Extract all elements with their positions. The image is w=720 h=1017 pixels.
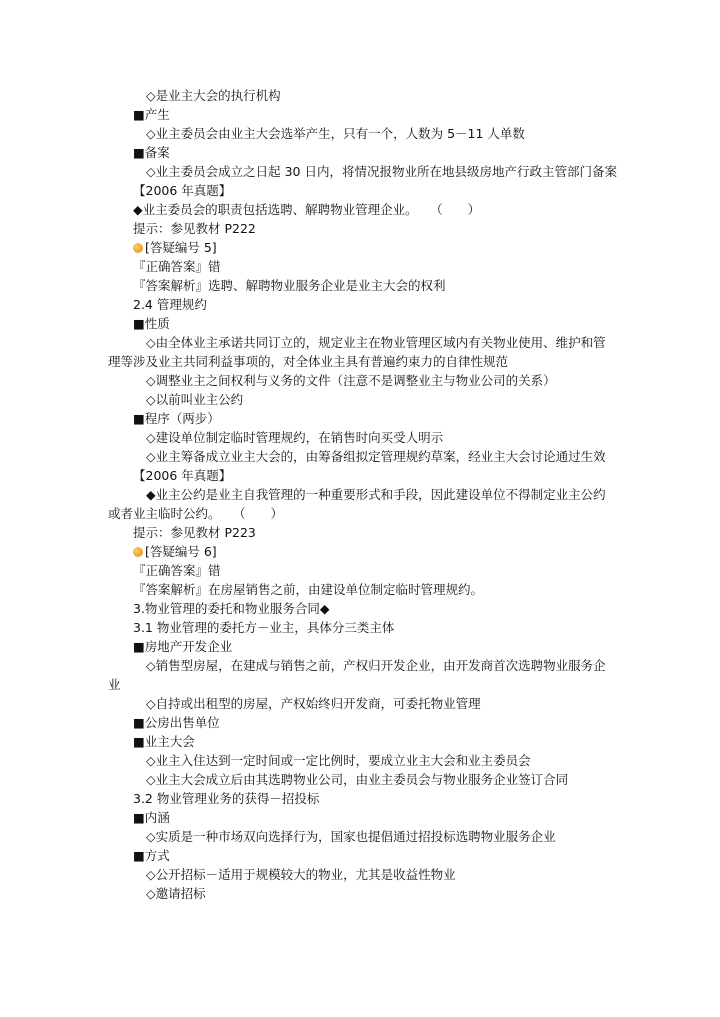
text-line bbox=[108, 257, 618, 276]
orange-dot-icon bbox=[133, 243, 143, 253]
line-text: ◇自持或出租型的房屋，产权始终归开发商，可委托物业管理 bbox=[146, 696, 481, 711]
text-line bbox=[108, 219, 618, 238]
text-line bbox=[108, 371, 618, 390]
line-text: 『答案解析』在房屋销售之前，由建设单位制定临时管理规约。 bbox=[133, 582, 484, 597]
line-text: 3.2 物业管理业务的获得－招投标 bbox=[133, 791, 320, 806]
line-text: ◇销售型房屋，在建成与销售之前，产权归开发企业，由开发商首次选聘物业服务企业 bbox=[108, 658, 606, 692]
text-line bbox=[108, 276, 618, 295]
line-text: ◇由全体业主承诺共同订立的，规定业主在物业管理区域内有关物业使用、维护和管理等涉及业主共同利益事项的，对全体业主具有普遍约束力的自律性规范 bbox=[108, 335, 606, 369]
text-line bbox=[108, 789, 618, 808]
text-line bbox=[108, 181, 618, 200]
line-text: 2.4 管理规约 bbox=[133, 297, 207, 312]
line-text: ◇业主入住达到一定时间或一定比例时，要成立业主大会和业主委员会 bbox=[146, 753, 531, 768]
line-text: ◇业主筹备成立业主大会的，由筹备组拟定管理规约草案，经业主大会讨论通过生效 bbox=[146, 449, 606, 464]
line-text: ◇业主委员会成立之日起 30 日内，将情况报物业所在地县级房地产行政主管部门备案 bbox=[146, 164, 617, 179]
text-line bbox=[108, 390, 618, 409]
line-text: [答疑编号 5] bbox=[145, 240, 217, 255]
line-text: 【2006 年真题】 bbox=[133, 183, 232, 198]
text-line bbox=[108, 105, 618, 124]
text-line bbox=[108, 618, 618, 637]
line-text: ◇邀请招标 bbox=[146, 886, 206, 901]
text-line bbox=[108, 656, 618, 694]
line-text: 提示：参见教材 P223 bbox=[133, 525, 256, 540]
text-line bbox=[108, 295, 618, 314]
text-line bbox=[108, 599, 618, 618]
text-line bbox=[108, 770, 618, 789]
text-line bbox=[108, 485, 618, 523]
line-text: ◇以前叫业主公约 bbox=[146, 392, 244, 407]
line-text: 『正确答案』错 bbox=[133, 563, 221, 578]
text-line bbox=[108, 694, 618, 713]
text-line bbox=[108, 827, 618, 846]
line-text: ■产生 bbox=[133, 107, 170, 122]
text-line bbox=[108, 846, 618, 865]
line-text: ■公房出售单位 bbox=[133, 715, 220, 730]
line-text: 3.1 物业管理的委托方－业主，具体分三类主体 bbox=[133, 620, 395, 635]
line-text: ◇建设单位制定临时管理规约，在销售时向买受人明示 bbox=[146, 430, 444, 445]
text-line bbox=[108, 143, 618, 162]
line-text: 提示：参见教材 P222 bbox=[133, 221, 256, 236]
text-line bbox=[108, 447, 618, 466]
text-line bbox=[108, 86, 618, 105]
orange-dot-icon bbox=[133, 547, 143, 557]
answer-ref-line bbox=[108, 238, 618, 257]
text-line bbox=[108, 637, 618, 656]
line-text: ■内涵 bbox=[133, 810, 170, 825]
document-body bbox=[108, 86, 618, 903]
text-line bbox=[108, 124, 618, 143]
text-line bbox=[108, 732, 618, 751]
line-text: ◇业主委员会由业主大会选举产生，只有一个，人数为 5－11 人单数 bbox=[146, 126, 525, 141]
line-text: 『正确答案』错 bbox=[133, 259, 221, 274]
text-line bbox=[108, 713, 618, 732]
text-line bbox=[108, 466, 618, 485]
line-text: ■程序（两步） bbox=[133, 411, 220, 426]
text-line bbox=[108, 333, 618, 371]
line-text: ■业主大会 bbox=[133, 734, 195, 749]
text-line bbox=[108, 580, 618, 599]
text-line bbox=[108, 409, 618, 428]
line-text: 【2006 年真题】 bbox=[133, 468, 232, 483]
line-text: 『答案解析』选聘、解聘物业服务企业是业主大会的权利 bbox=[133, 278, 446, 293]
text-line bbox=[108, 200, 618, 219]
text-line bbox=[108, 865, 618, 884]
line-text: ◇业主大会成立后由其选聘物业公司，由业主委员会与物业服务企业签订合同 bbox=[146, 772, 569, 787]
line-text: ◇是业主大会的执行机构 bbox=[146, 88, 281, 103]
line-text: ◇公开招标－适用于规模较大的物业，尤其是收益性物业 bbox=[146, 867, 456, 882]
line-text: ◇实质是一种市场双向选择行为，国家也提倡通过招投标选聘物业服务企业 bbox=[146, 829, 556, 844]
line-text: ■房地产开发企业 bbox=[133, 639, 233, 654]
text-line bbox=[108, 808, 618, 827]
text-line bbox=[108, 561, 618, 580]
line-text: ■备案 bbox=[133, 145, 170, 160]
line-text: ■方式 bbox=[133, 848, 170, 863]
line-text: 3.物业管理的委托和物业服务合同◆ bbox=[133, 601, 330, 616]
line-text: [答疑编号 6] bbox=[145, 544, 217, 559]
line-text: ■性质 bbox=[133, 316, 170, 331]
line-text: ◆业主公约是业主自我管理的一种重要形式和手段，因此建设单位不得制定业主公约或者业主临时公约。 （ ） bbox=[108, 487, 606, 521]
text-line bbox=[108, 314, 618, 333]
text-line bbox=[108, 751, 618, 770]
line-text: ◆业主委员会的职责包括选聘、解聘物业管理企业。 （ ） bbox=[133, 202, 481, 217]
text-line bbox=[108, 428, 618, 447]
text-line bbox=[108, 162, 618, 181]
answer-ref-line bbox=[108, 542, 618, 561]
text-line bbox=[108, 523, 618, 542]
line-text: ◇调整业主之间权利与义务的文件（注意不是调整业主与物业公司的关系） bbox=[146, 373, 556, 388]
text-line bbox=[108, 884, 618, 903]
